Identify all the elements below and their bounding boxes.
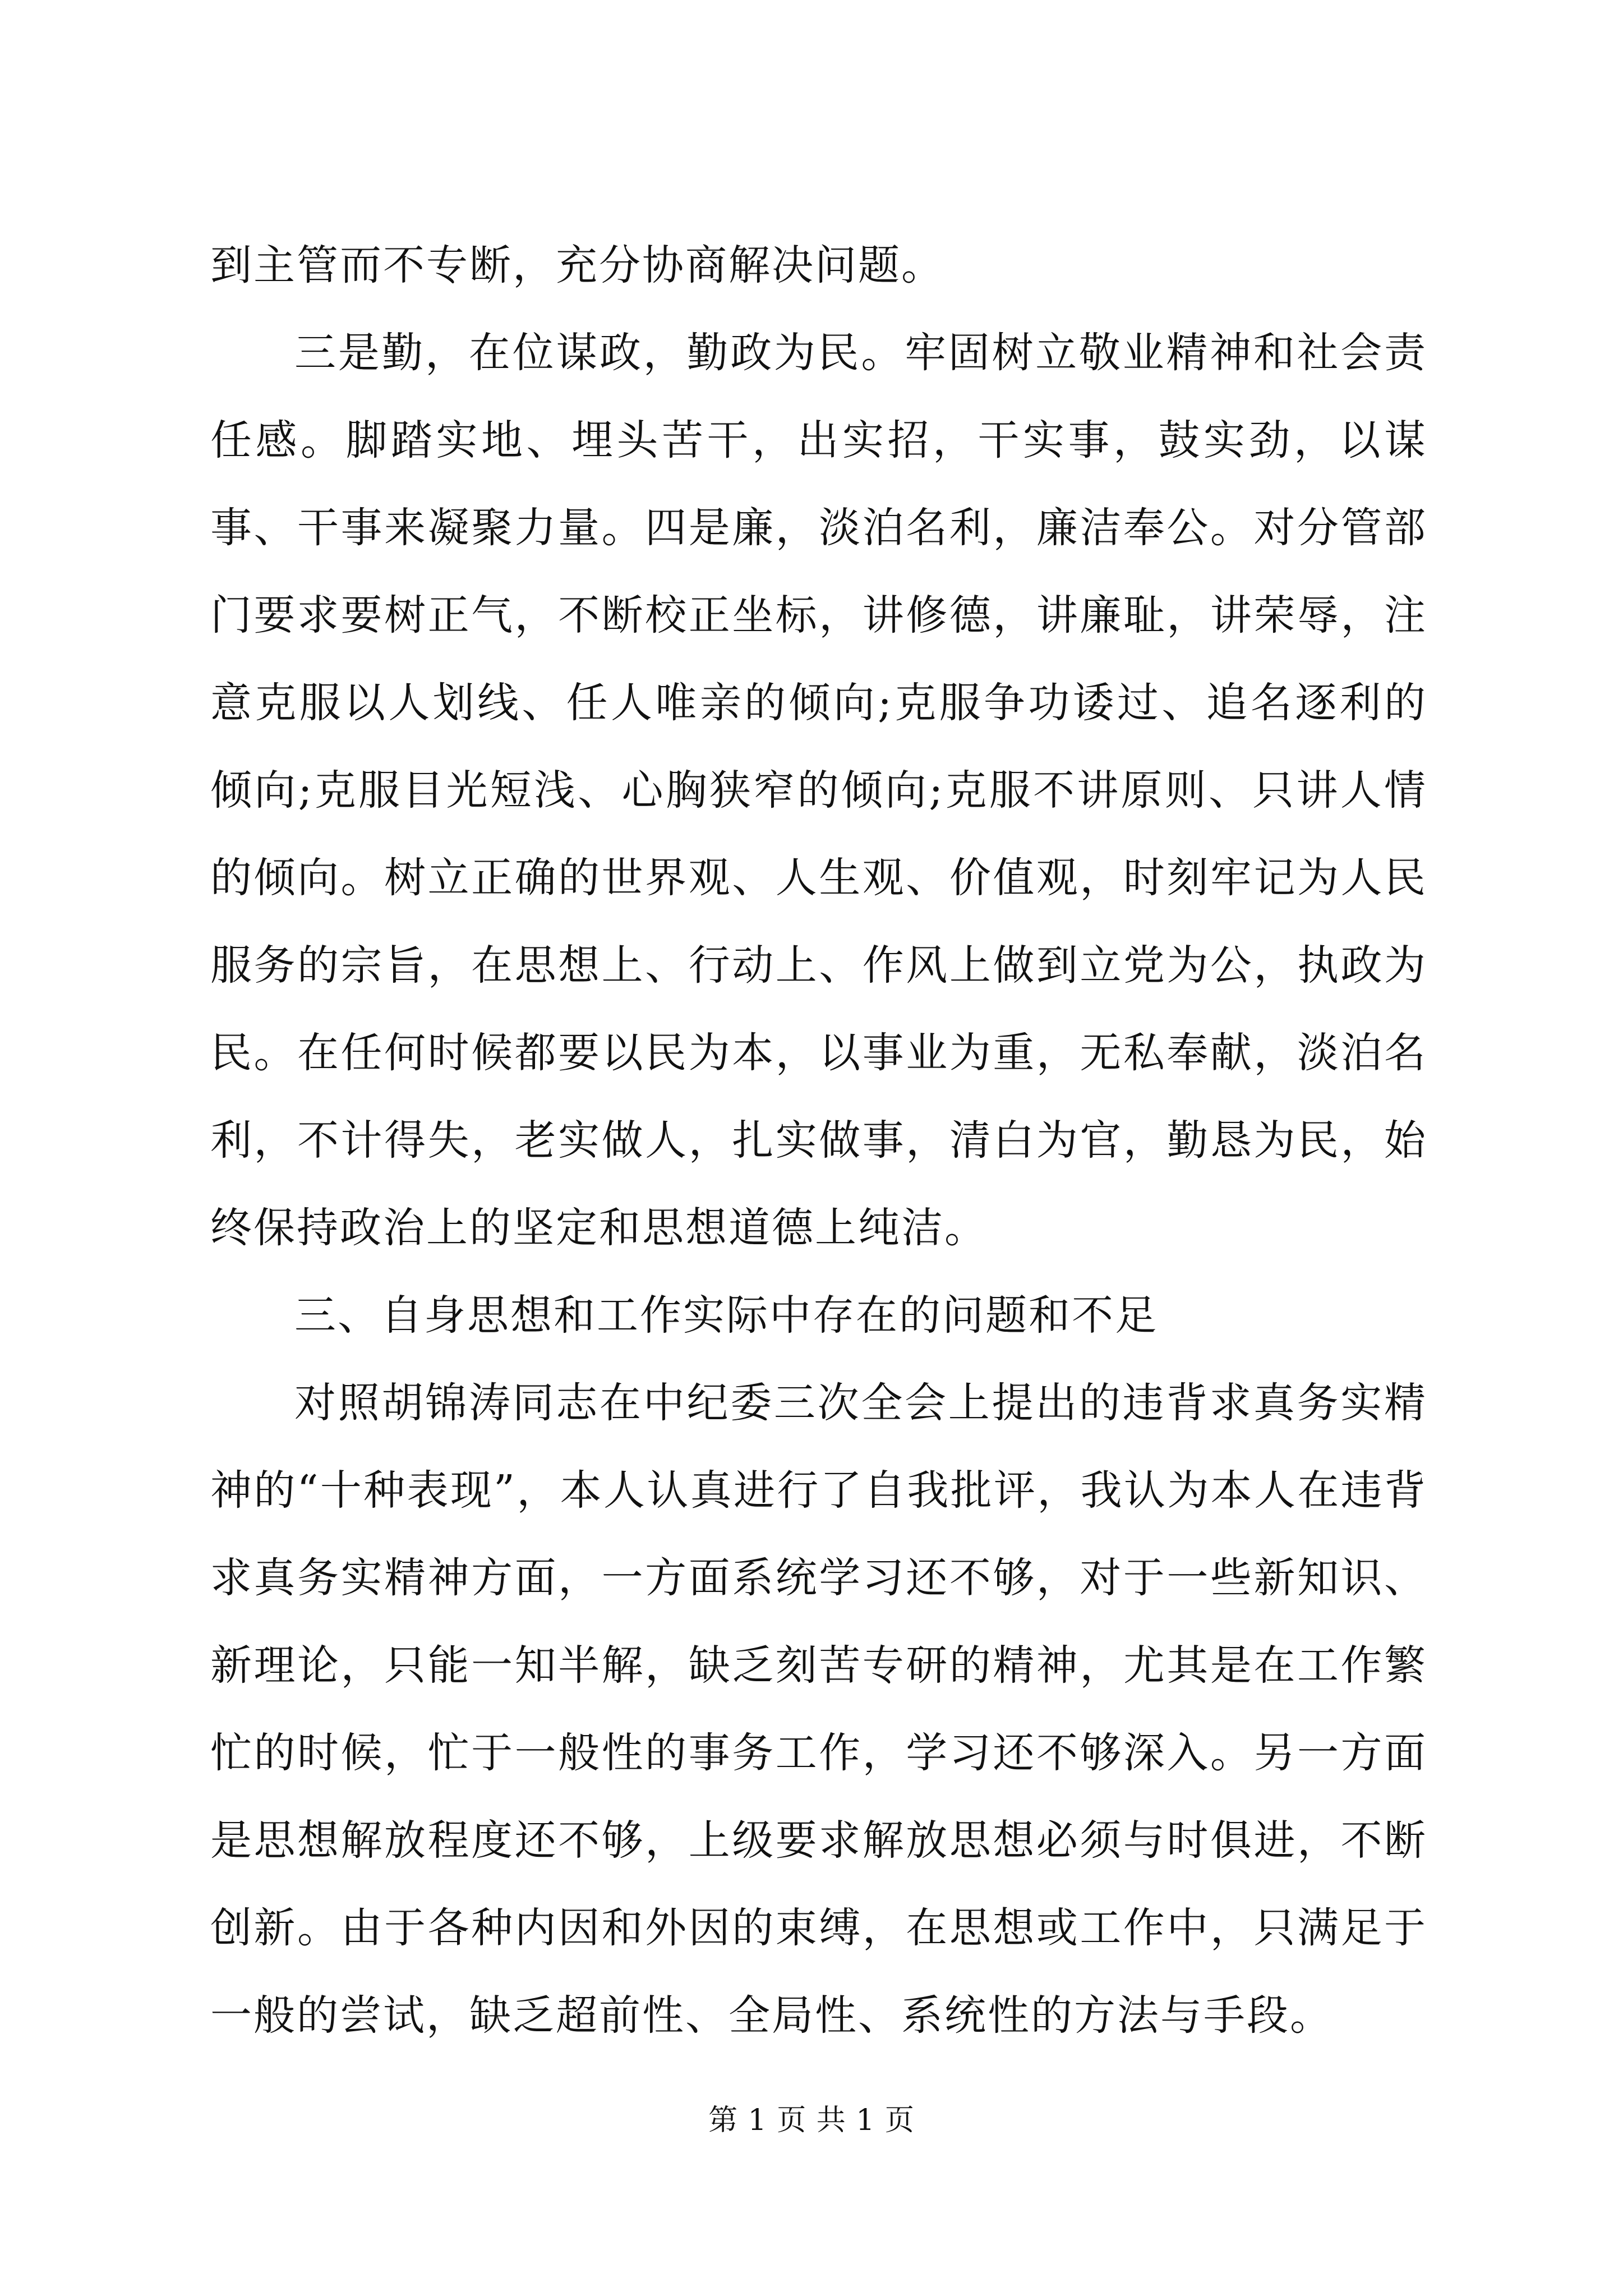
paragraph-self-criticism: 对照胡锦涛同志在中纪委三次全会上提出的违背求真务实精神的“十种表现”，本人认真进行了自我批评，我认为本人在违背求真务实精神方面，一方面系统学习还不够，对于一些新知识、新理论，只能一知半解，缺乏刻苦专研的精神，尤其是在工作繁忙的时候，忙于一般性的事务工作，学习还不够深入。另一方面是思想解放程度还不够，上级要求解放思想必须与时俱进，不断创新。由于各种内因和外因的束缚，在思想或工作中，只满足于一般的尝试，缺乏超前性、全局性、系统性的方法与手段。: [210, 1379, 1427, 2040]
page-number-footer: 第 1 页 共 1 页: [708, 2104, 915, 2137]
paragraph-continuation: 到主管而不专断，充分协商解决问题。: [210, 241, 944, 289]
section-heading-problems: 三、自身思想和工作实际中存在的问题和不足: [294, 1291, 1158, 1340]
document-body: [210, 222, 1427, 2059]
paragraph-diligence-integrity: 三是勤，在位谋政，勤政为民。牢固树立敬业精神和社会责任感。脚踏实地、埋头苦干，出实招，干实事，鼓实劲，以谋事、干事来凝聚力量。四是廉，淡泊名利，廉洁奉公。对分管部门要求要树正气，不断校正坐标，讲修德，讲廉耻，讲荣辱，注意克服以人划线、任人唯亲的倾向;克服争功诿过、追名逐利的倾向;克服目光短浅、心胸狭窄的倾向;克服不讲原则、只讲人情的倾向。树立正确的世界观、人生观、价值观，时刻牢记为人民服务的宗旨，在思想上、行动上、作风上做到立党为公，执政为民。在任何时候都要以民为本，以事业为重，无私奉献，淡泊名利，不计得失，老实做人，扎实做事，清白为官，勤恳为民，始终保持政治上的坚定和思想道德上纯洁。: [210, 329, 1427, 1252]
